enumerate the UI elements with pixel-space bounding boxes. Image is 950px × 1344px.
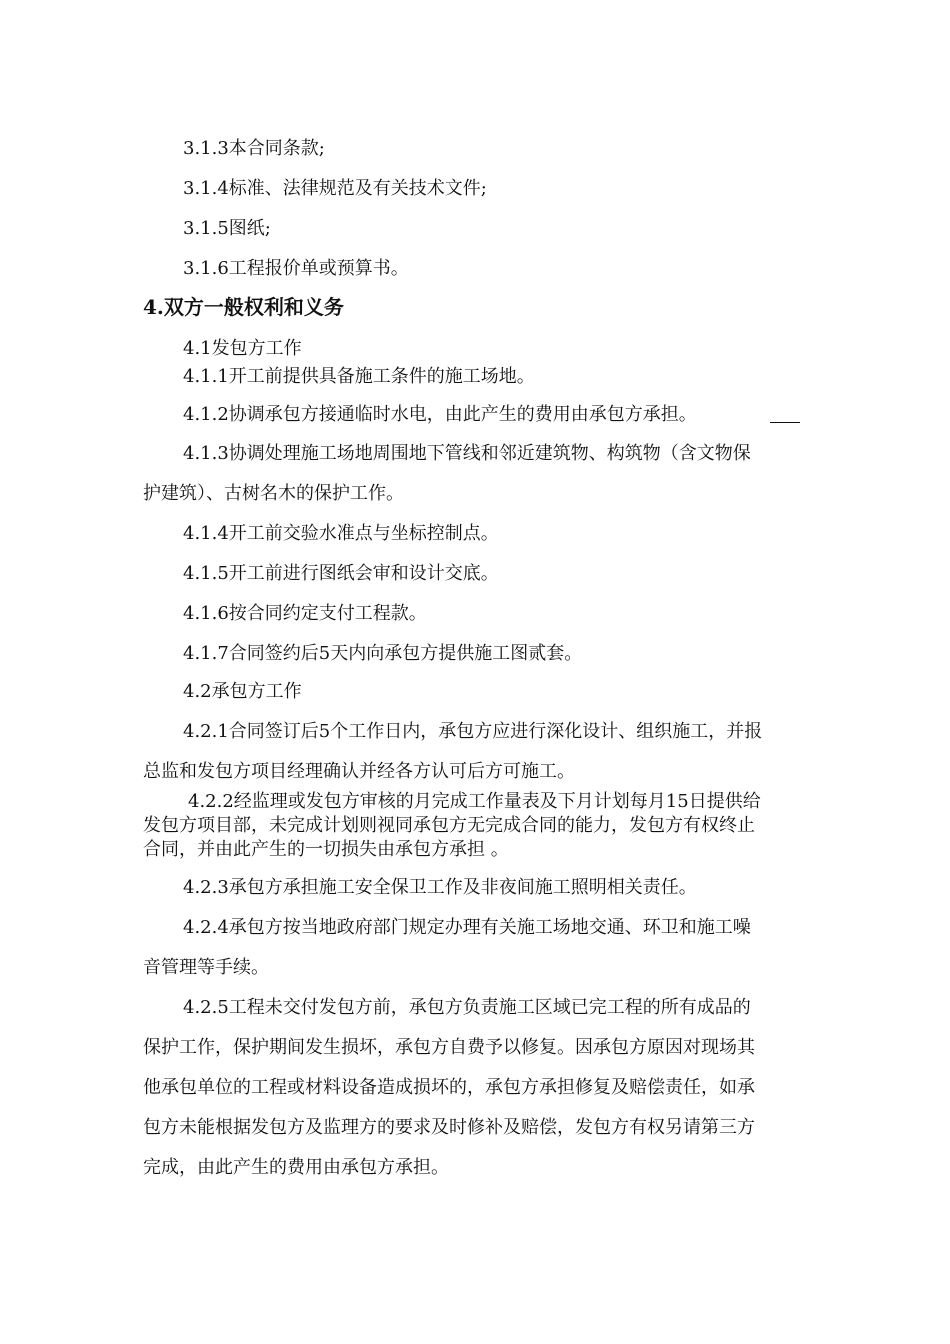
clause-4-1-3-line2: 护建筑）、古树名木的保护工作。 (143, 483, 404, 504)
clause-4-1-7: 4.1.7合同签约后5天内向承包方提供施工图贰套。 (183, 643, 583, 664)
clause-4-2-5-line2: 保护工作，保护期间发生损坏，承包方自费予以修复。因承包方原因对现场其 (143, 1037, 755, 1058)
clause-3-1-4: 3.1.4标准、法律规范及有关技术文件; (183, 178, 487, 199)
clause-4-2-1-line1: 4.2.1合同签订后5个工作日内，承包方应进行深化设计、组织施工，并报 (183, 721, 763, 742)
clause-4-2-4-line1: 4.2.4承包方按当地政府部门规定办理有关施工场地交通、环卫和施工噪 (183, 917, 751, 938)
clause-4-2-2-line2: 发包方项目部，未完成计划则视同承包方无完成合同的能力，发包方有权终止 (143, 815, 755, 836)
clause-4-1-1: 4.1.1开工前提供具备施工条件的施工场地。 (183, 366, 535, 387)
clause-4-2-5-line5: 完成，由此产生的费用由承包方承担。 (143, 1157, 449, 1178)
clause-4-1-5: 4.1.5开工前进行图纸会审和设计交底。 (183, 563, 499, 584)
clause-4-1-6: 4.1.6按合同约定支付工程款。 (183, 603, 427, 624)
clause-4-2-2-line1: 4.2.2经监理或发包方审核的月完成工作量表及下月计划每月15日提供给 (188, 791, 761, 812)
clause-4-1-3-line1: 4.1.3协调处理施工场地周围地下管线和邻近建筑物、构筑物（含文物保 (183, 443, 751, 464)
clause-4-2-3: 4.2.3承包方承担施工安全保卫工作及非夜间施工照明相关责任。 (183, 877, 697, 898)
clause-4-2: 4.2承包方工作 (183, 681, 302, 702)
clause-3-1-3: 3.1.3本合同条款; (183, 138, 325, 159)
clause-3-1-6: 3.1.6工程报价单或预算书。 (183, 258, 409, 279)
clause-4-2-2-line3: 合同，并由此产生的一切损失由承包方承担 。 (143, 839, 509, 860)
clause-4-2-5-line4: 包方未能根据发包方及监理方的要求及时修补及赔偿，发包方有权另请第三方 (143, 1117, 755, 1138)
clause-4-1: 4.1发包方工作 (183, 338, 302, 359)
clause-3-1-5: 3.1.5图纸; (183, 218, 271, 239)
clause-4-2-5-line1: 4.2.5工程未交付发包方前，承包方负责施工区域已完工程的所有成品的 (183, 997, 751, 1018)
blank-underline (770, 422, 800, 423)
clause-4-2-4-line2: 音管理等手续。 (143, 957, 269, 978)
clause-4-1-2: 4.1.2协调承包方接通临时水电，由此产生的费用由承包方承担。 (183, 404, 697, 425)
clause-4-1-4: 4.1.4开工前交验水准点与坐标控制点。 (183, 523, 499, 544)
clause-4-2-5-line3: 他承包单位的工程或材料设备造成损坏的，承包方承担修复及赔偿责任，如承 (143, 1077, 755, 1098)
clause-4-2-1-line2: 总监和发包方项目经理确认并经各方认可后方可施工。 (143, 761, 575, 782)
section-4-heading: 4.双方一般权利和义务 (143, 295, 344, 319)
